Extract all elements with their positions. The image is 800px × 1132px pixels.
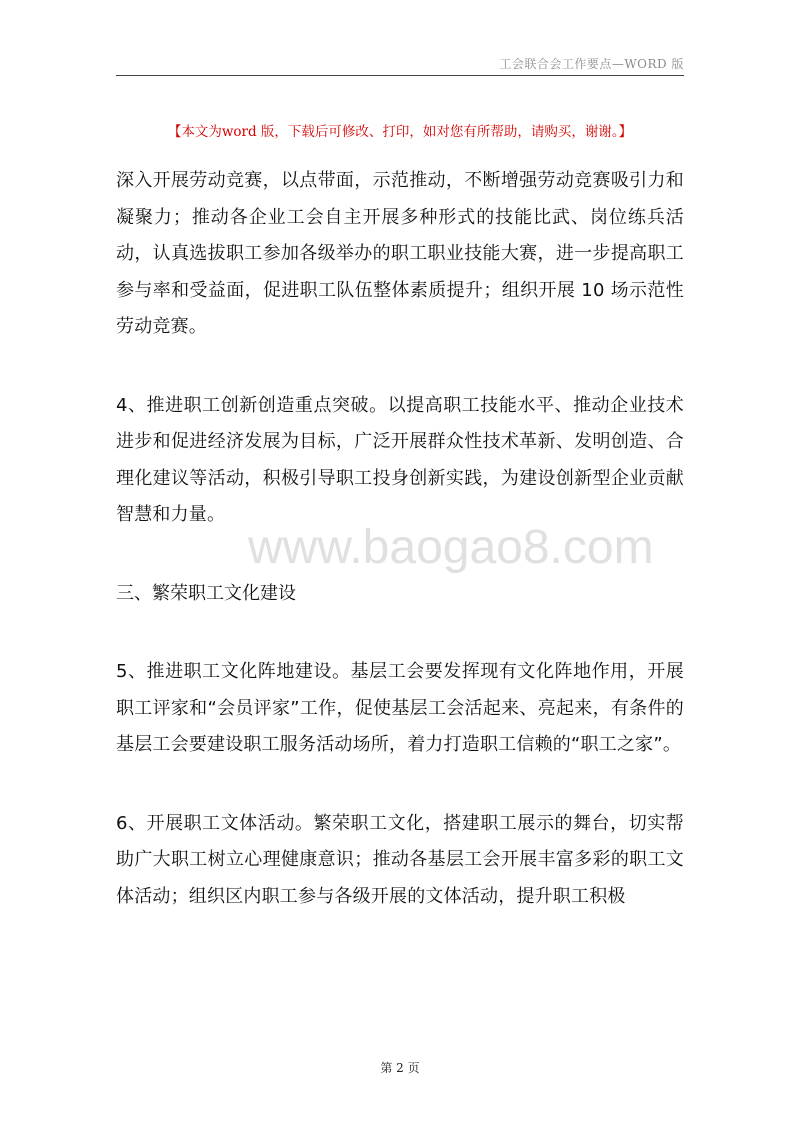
paragraph-gap [116, 764, 684, 806]
section-heading-3: 三、繁荣职工文化建设 [116, 582, 296, 604]
paragraph-item-4: 4、推进职工创新创造重点突破。以提高职工技能水平、推动企业技术进步和促进经济发展为目标，广泛开展群众性技术革新、发明创造、合理化建议等活动，积极引导职工投身创新实践，为建设创新型企业贡献智慧和力量。 [116, 394, 684, 525]
paragraph-gap [116, 612, 684, 654]
paragraph-gap [116, 346, 684, 388]
watermark-text: www.baogao8.com [248, 521, 654, 574]
paragraph-item-6: 6、开展职工文体活动。繁荣职工文化，搭建职工展示的舞台，切实帮助广大职工树立心理健康意识；推动各基层工会开展丰富多彩的职工文体活动；组织区内职工参与各级开展的文体活动，提升职工积极 [116, 812, 684, 907]
paragraph-gap [116, 534, 684, 576]
paragraph-item-5: 5、推进职工文化阵地建设。基层工会要发挥现有文化阵地作用，开展职工评家和“会员评家”工作，促使基层工会活起来、亮起来，有条件的基层工会要建设职工服务活动场所，着力打造职工信赖的“职工之家”。 [116, 661, 684, 755]
page-number: 第 2 页 [380, 1061, 420, 1075]
header-rule [116, 75, 684, 76]
document-body [116, 163, 684, 915]
paragraph-labor-competition: 深入开展劳动竞赛，以点带面，示范推动，不断增强劳动竞赛吸引力和凝聚力；推动各企业工会自主开展多种形式的技能比武、岗位练兵活动，认真选拔职工参加各级举办的职工职业技能大赛，进一步提高职工参与率和受益面，促进职工队伍整体素质提升；组织开展 10 场示范性劳动竞赛。 [116, 170, 684, 337]
header-title: 工会联合会工作要点—WORD 版 [499, 57, 684, 71]
purchase-notice: 【本文为word 版，下载后可修改、打印，如对您有所帮助，请购买，谢谢。】 [167, 124, 633, 140]
